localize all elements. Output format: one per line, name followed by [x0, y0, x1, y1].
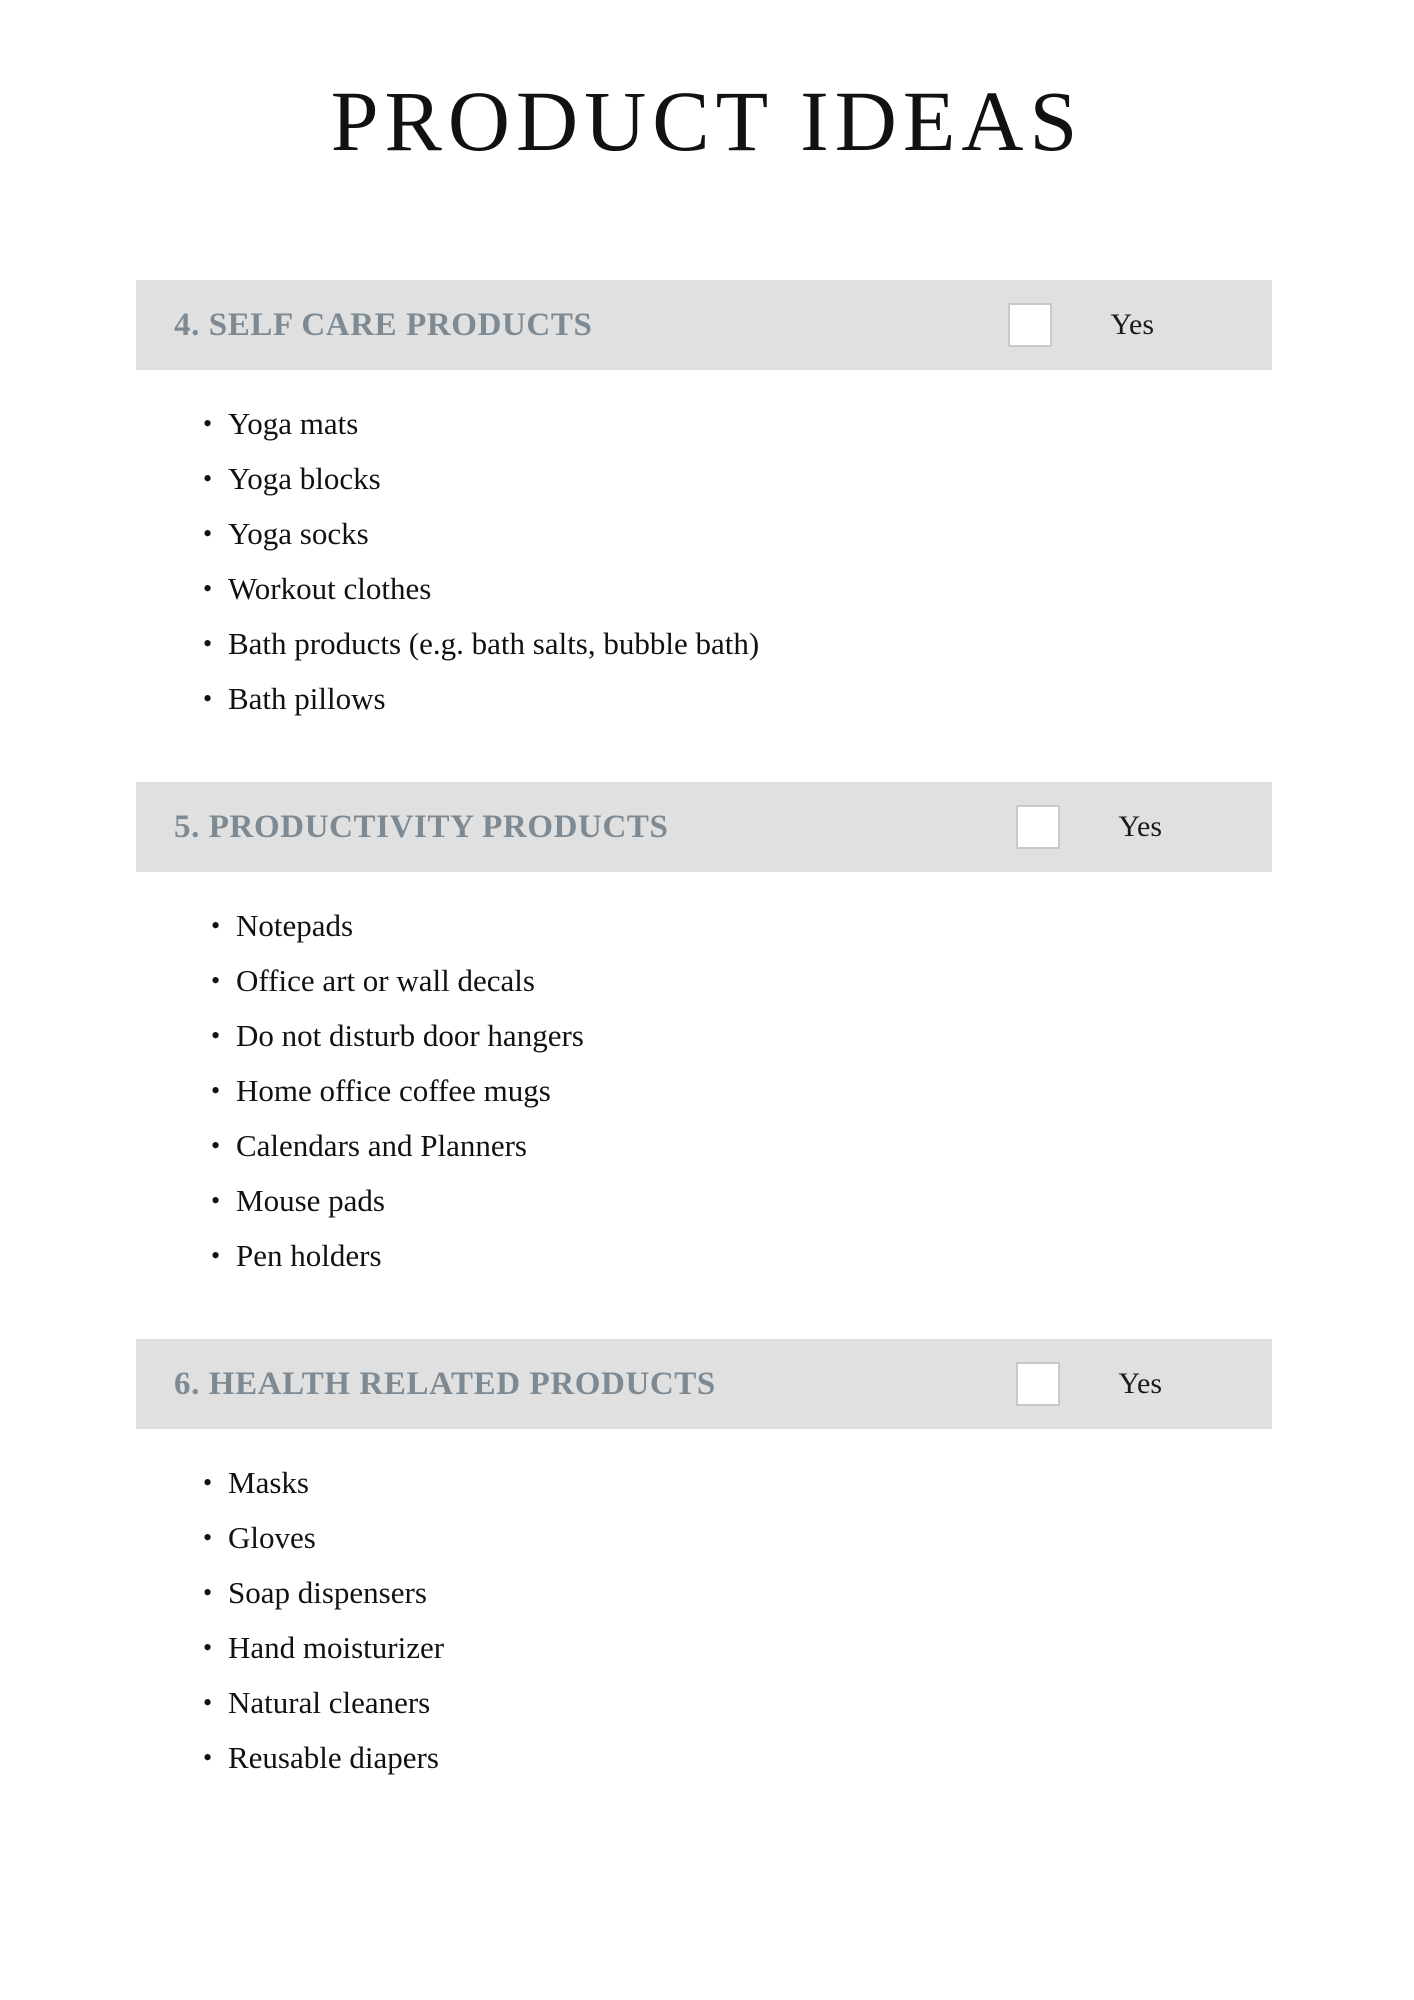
bullet-icon: •: [203, 409, 213, 438]
list-item: [0, 616, 1414, 671]
list-item-label: Home office coffee mugs: [236, 1073, 551, 1108]
item-list-productivity: [0, 872, 1414, 1283]
bullet-icon: •: [211, 966, 221, 995]
list-item-label: Reusable diapers: [228, 1740, 439, 1775]
list-item-label: Bath products (e.g. bath salts, bubble bath): [228, 626, 760, 661]
checkbox-yes-label-productivity: Yes: [1118, 810, 1162, 843]
bullet-icon: •: [211, 1131, 221, 1160]
section-header-self-care: [136, 280, 1272, 370]
checkbox-empty-icon[interactable]: [1016, 1362, 1060, 1406]
section-self-care: [0, 280, 1414, 726]
list-item-label: Soap dispensers: [228, 1575, 427, 1610]
item-list-health-related: [0, 1429, 1414, 1785]
list-item-label: Natural cleaners: [228, 1685, 431, 1720]
list-item: [0, 953, 1414, 1008]
list-item-label: Mouse pads: [236, 1183, 385, 1218]
section-spacer: [0, 1283, 1414, 1339]
bullet-icon: •: [203, 1523, 213, 1552]
list-item-label: Workout clothes: [228, 571, 432, 606]
list-item-label: Calendars and Planners: [236, 1128, 527, 1163]
list-item: [0, 1565, 1414, 1620]
title-spacer: [0, 164, 1414, 280]
list-item-label: Do not disturb door hangers: [236, 1018, 584, 1053]
checkbox-empty-icon[interactable]: [1008, 303, 1052, 347]
section-heading-health-related: 6. HEALTH RELATED PRODUCTS: [174, 1365, 716, 1402]
section-productivity: [0, 782, 1414, 1283]
list-item-label: Yoga mats: [228, 406, 359, 441]
list-item-label: Masks: [228, 1465, 309, 1500]
section-response-group-health-related: [1016, 1362, 1272, 1406]
list-item: [0, 1730, 1414, 1785]
item-list-self-care: [0, 370, 1414, 726]
list-item: [0, 1620, 1414, 1675]
list-item: [0, 1675, 1414, 1730]
list-item: [0, 1008, 1414, 1063]
section-heading-productivity: 5. PRODUCTIVITY PRODUCTS: [174, 808, 669, 845]
list-item: [0, 1118, 1414, 1173]
bullet-icon: •: [203, 684, 213, 713]
list-item: [0, 451, 1414, 506]
section-header-productivity: [136, 782, 1272, 872]
bullet-icon: •: [211, 1021, 221, 1050]
bullet-icon: •: [203, 574, 213, 603]
section-response-group-productivity: [1016, 805, 1272, 849]
list-item: [0, 1510, 1414, 1565]
list-item: [0, 506, 1414, 561]
bullet-icon: •: [211, 1241, 221, 1270]
list-item: [0, 1455, 1414, 1510]
bullet-icon: •: [211, 1186, 221, 1215]
list-item: [0, 396, 1414, 451]
bullet-icon: •: [211, 1076, 221, 1105]
list-item-label: Pen holders: [236, 1238, 382, 1273]
checkbox-yes-label-self-care: Yes: [1110, 308, 1154, 341]
list-item-label: Yoga socks: [228, 516, 369, 551]
list-item-label: Notepads: [236, 908, 354, 943]
bullet-icon: •: [203, 464, 213, 493]
list-item-label: Bath pillows: [228, 681, 386, 716]
bullet-icon: •: [203, 1633, 213, 1662]
bullet-icon: •: [203, 629, 213, 658]
list-item: [0, 1063, 1414, 1118]
list-item: [0, 898, 1414, 953]
bullet-icon: •: [203, 1688, 213, 1717]
list-item-label: Office art or wall decals: [236, 963, 535, 998]
list-item-label: Gloves: [228, 1520, 316, 1555]
bullet-icon: •: [203, 1743, 213, 1772]
list-item: [0, 671, 1414, 726]
section-health-related: [0, 1339, 1414, 1785]
list-item-label: Yoga blocks: [228, 461, 381, 496]
bullet-icon: •: [211, 911, 221, 940]
section-response-group-self-care: [1008, 303, 1272, 347]
bullet-icon: •: [203, 1578, 213, 1607]
list-item: [0, 1173, 1414, 1228]
checkbox-yes-label-health-related: Yes: [1118, 1367, 1162, 1400]
list-item: [0, 561, 1414, 616]
section-spacer: [0, 726, 1414, 782]
bullet-icon: •: [203, 519, 213, 548]
list-item-label: Hand moisturizer: [228, 1630, 445, 1665]
section-heading-self-care: 4. SELF CARE PRODUCTS: [174, 306, 593, 343]
page-title: PRODUCT IDEAS: [330, 73, 1084, 169]
section-header-health-related: [136, 1339, 1272, 1429]
checkbox-empty-icon[interactable]: [1016, 805, 1060, 849]
bullet-icon: •: [203, 1468, 213, 1497]
list-item: [0, 1228, 1414, 1283]
